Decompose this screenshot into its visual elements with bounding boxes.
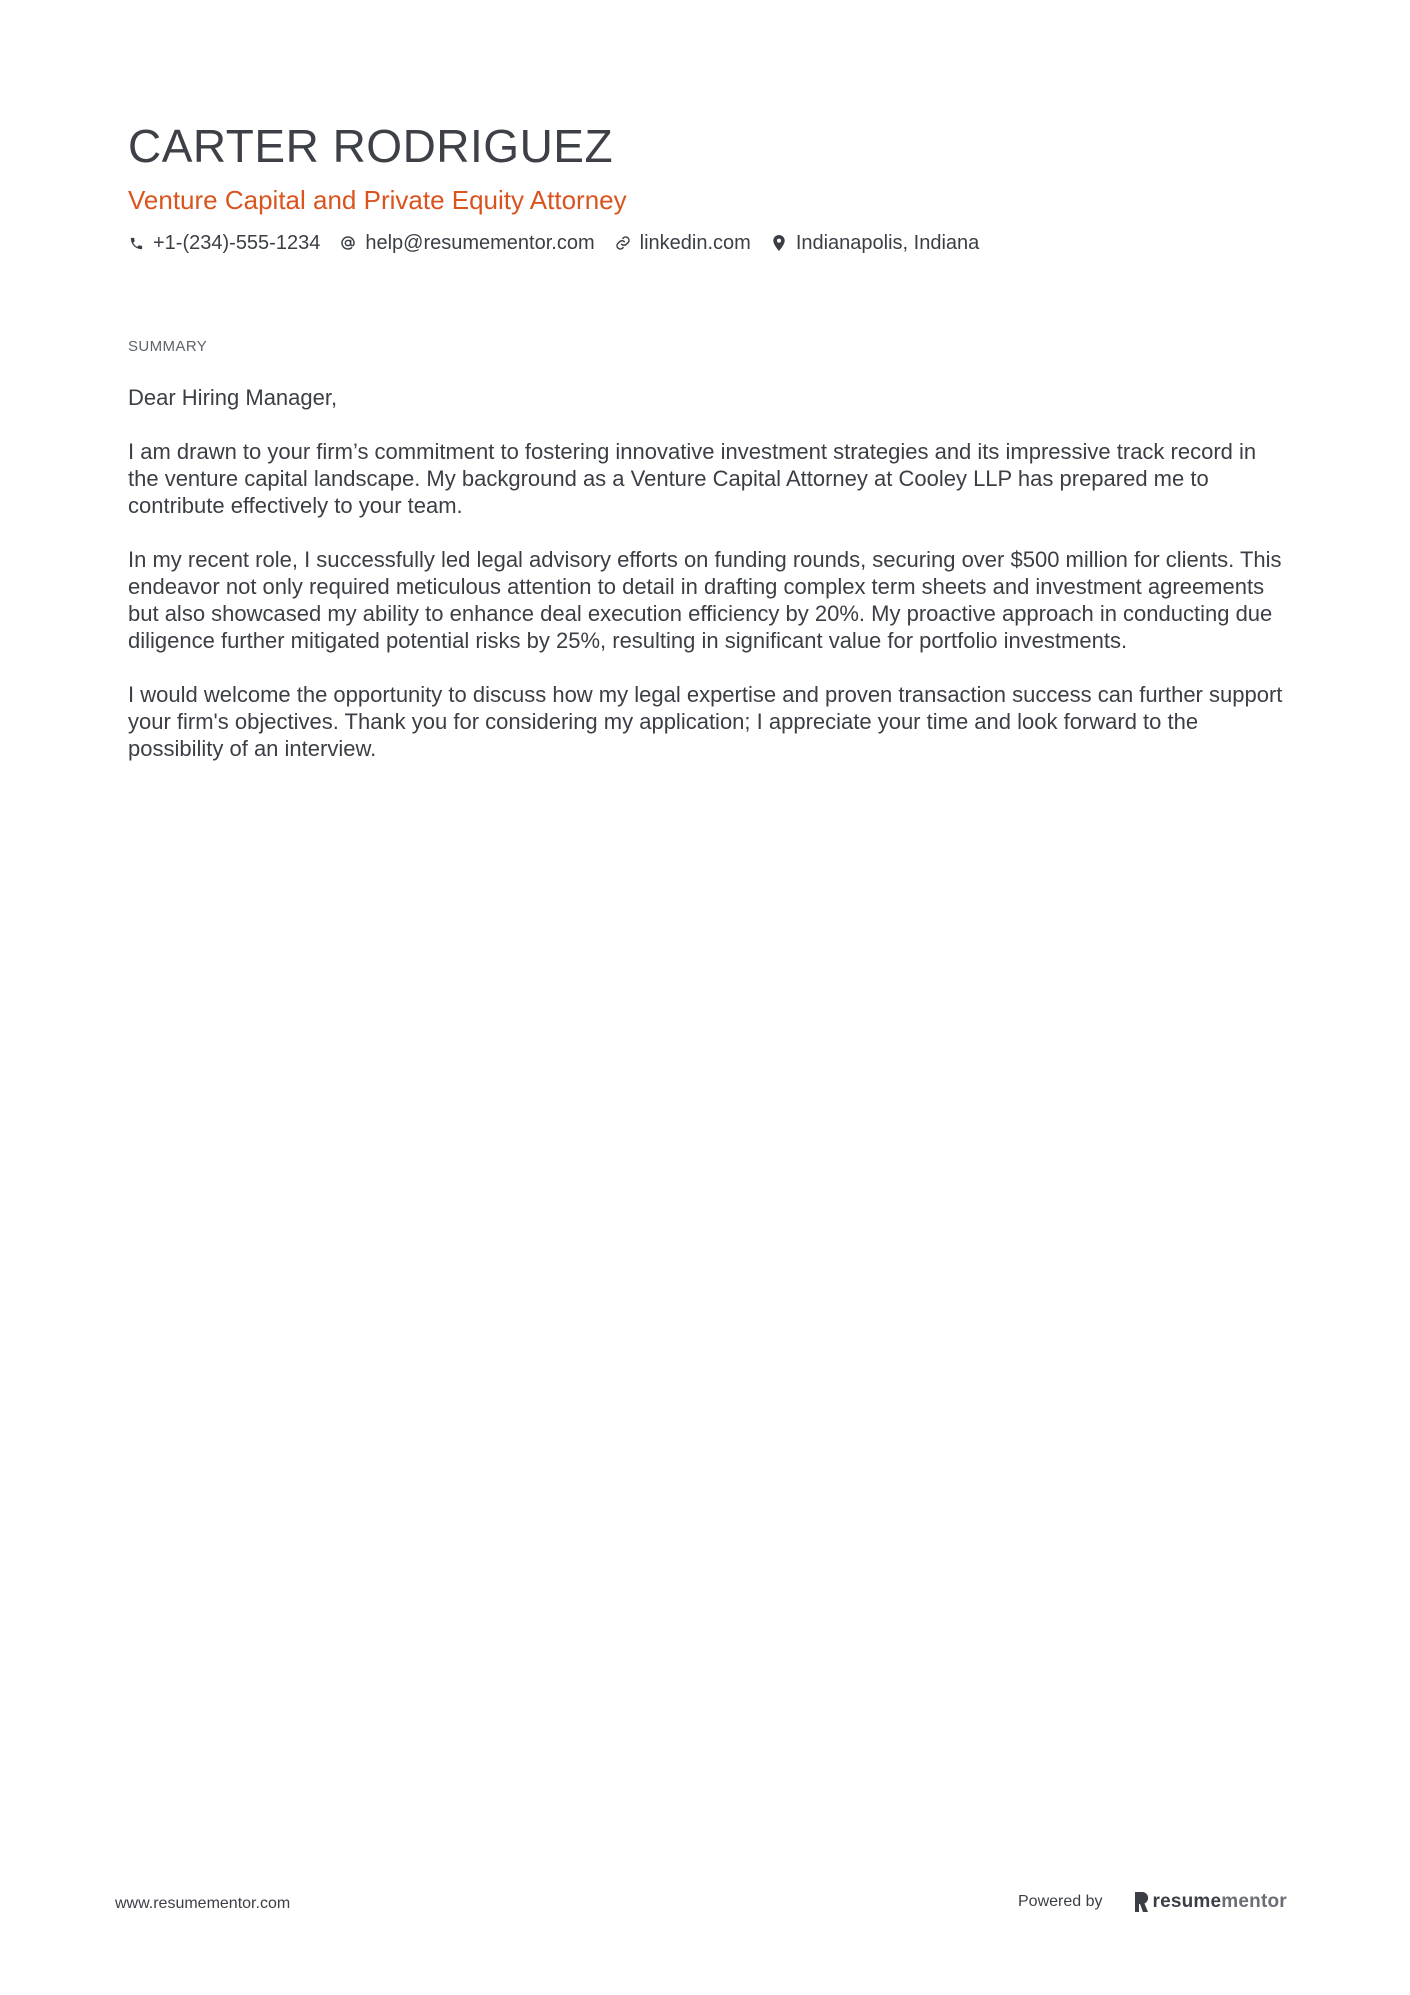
- candidate-name: CARTER RODRIGUEZ: [128, 120, 614, 172]
- brand-text-part1: resume: [1152, 1891, 1222, 1912]
- contact-location: [771, 230, 979, 256]
- phone-text[interactable]: +1-(234)-555-1234: [153, 232, 321, 254]
- letter-paragraph: I am drawn to your firm’s commitment to fostering innovative investment strategies and its impressive track record in the venture capital landscape. My background as a Venture Capital Attorney at Cooley LLP has prepared me to contribute effectively to your team.: [128, 439, 1257, 518]
- cover-letter-body: [128, 384, 1288, 789]
- location-pin-icon: [771, 235, 787, 251]
- brand-text-part2: mentor: [1221, 1891, 1287, 1912]
- powered-by: [1018, 1891, 1287, 1913]
- job-title: Venture Capital and Private Equity Attorney: [128, 185, 627, 215]
- letter-paragraph: In my recent role, I successfully led legal advisory efforts on funding rounds, securing over $500 million for clients. This endeavor not only required meticulous attention to detail in drafting complex term sheets and investment agreements but also showcased my ability to enhance deal execution efficiency by 20%. My proactive approach in conducting due diligence further mitigated potential risks by 25%, resulting in significant value for portfolio investments.: [128, 547, 1282, 653]
- resumementor-logo[interactable]: [1133, 1891, 1287, 1913]
- email-text[interactable]: help@resumementor.com: [365, 232, 595, 254]
- powered-by-label: Powered by: [1018, 1893, 1103, 1910]
- contact-linkedin: [615, 230, 751, 256]
- phone-icon: [128, 235, 144, 251]
- contact-phone: [128, 230, 320, 256]
- resume-header: [128, 118, 1288, 256]
- location-text: Indianapolis, Indiana: [795, 232, 980, 254]
- linkedin-text[interactable]: linkedin.com: [639, 232, 751, 254]
- salutation: Dear Hiring Manager,: [128, 385, 338, 410]
- contact-email: [340, 230, 594, 256]
- brand-mark-icon: [1133, 1892, 1149, 1912]
- at-icon: [340, 235, 356, 251]
- contact-bar: [128, 230, 1288, 256]
- letter-paragraph: I would welcome the opportunity to discuss how my legal expertise and proven transaction success can further support your firm's objectives. Thank you for considering my application; I appreciate your time and look forward to the possibility of an interview.: [128, 682, 1283, 761]
- link-icon: [615, 235, 631, 251]
- footer-website-link[interactable]: www.resumementor.com: [115, 1895, 291, 1912]
- section-heading-summary: SUMMARY: [128, 338, 208, 355]
